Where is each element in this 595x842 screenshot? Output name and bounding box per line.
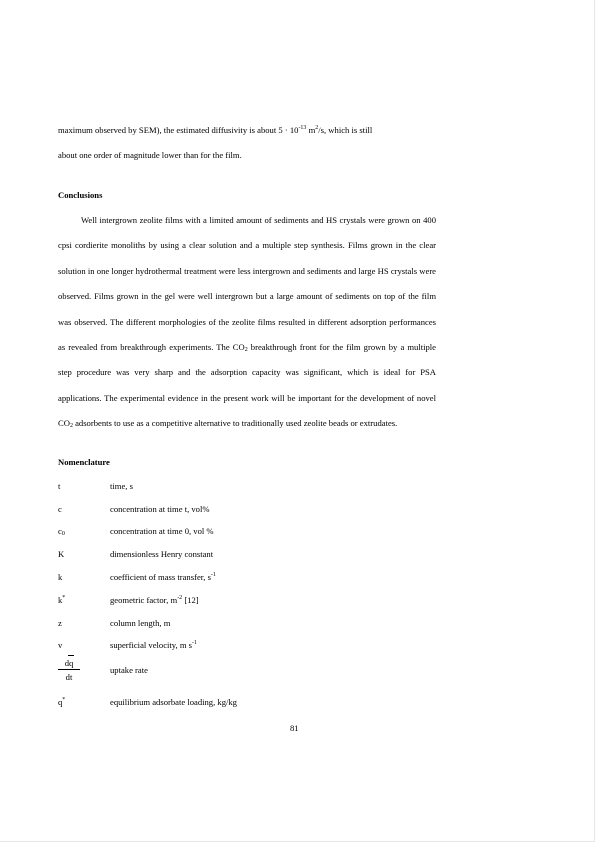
nomenclature-row-c: c concentration at time t, vol%: [58, 504, 210, 514]
conclusions-paragraph: Well intergrown zeolite films with a limited amount of sediments and HS crystals were grown on 400 cpsi cordierite monoliths by using a clear solution and a multiple step synthesis. Films grown in the clear solution in one longer hydrothermal treatment were less intergrown and sediments and large HS crystals were observed. Films grown in the gel were well intergrown but a large amount of sediments on top of the film was observed. The different morphologies of the zeolite films resulted in different adsorption performances as revealed from breakthrough experiments. The $CO_2$ breakthrough front for the film grown by a multiple step procedure was very sharp and the adsorption capacity was significant, which is ideal for PSA applications. The experimental evidence in the present work will be important for the development of novel $CO_2$ adsorbents to use as a competitive alternative to traditionally used zeolite beads or extrudates.: [58, 215, 436, 430]
nomenclature-row-v: v superficial velocity, m $s^{-1}$: [58, 640, 198, 650]
nomenclature-row-uptake-rate: $\frac{dq}{dt}$ uptake rate: [58, 658, 438, 688]
nomenclature-row-qstar: q* equilibrium adsorbate loading, kg/kg: [58, 697, 237, 707]
uptake-rate-fraction: $\frac{dq}{dt}$: [58, 658, 80, 682]
page-number: 81: [290, 723, 299, 733]
nomenclature-row-c0: $c_0$ concentration at time 0, vol %: [58, 526, 214, 537]
intro-line-2: about one order of magnitude lower than for the film.: [58, 150, 242, 161]
conclusions-heading: Conclusions: [58, 190, 103, 200]
nomenclature-row-t: t time, s: [58, 481, 133, 491]
intro-paragraph: [58, 118, 436, 169]
nomenclature-row-k: k coefficient of mass transfer, $s^{-1}$: [58, 572, 216, 582]
nomenclature-row-kstar: k* geometric factor, $m^{-2}$ [12]: [58, 595, 199, 605]
nomenclature-row-K: K dimensionless Henry constant: [58, 549, 214, 559]
nomenclature-heading: Nomenclature: [58, 457, 110, 467]
intro-line-1: maximum observed by SEM), the estimated diffusivity is about $5 \cdot 10^{-13}$ $m^2/s$, which is still: [58, 125, 373, 135]
nomenclature-row-z: z column length, m: [58, 618, 171, 628]
